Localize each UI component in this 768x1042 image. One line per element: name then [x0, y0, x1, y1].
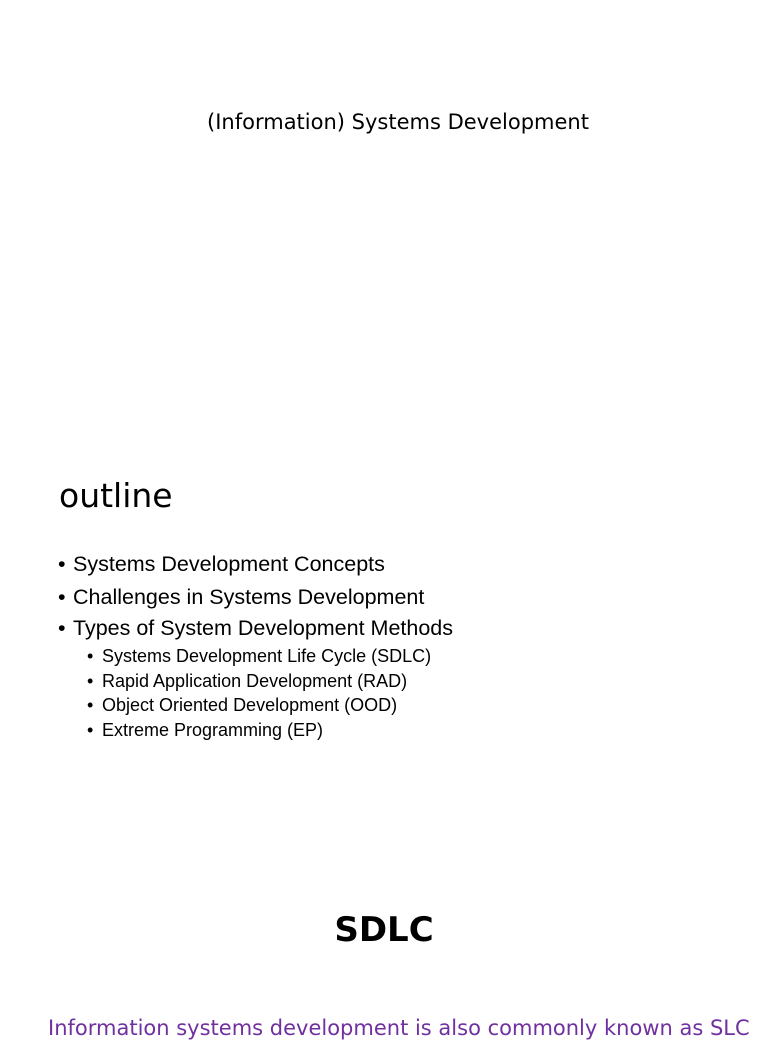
bullet-icon: •	[58, 584, 66, 609]
bullet-icon: •	[87, 646, 94, 666]
partial-body-text: Information systems development is also commonly known as SLC	[48, 1016, 750, 1040]
list-item-text: Challenges in Systems Development	[73, 584, 425, 609]
slide-title: (Information) Systems Development	[207, 110, 589, 134]
bullet-icon: •	[58, 616, 66, 640]
sdlc-heading: SDLC	[334, 910, 434, 950]
bullet-icon: •	[58, 552, 66, 576]
bullet-icon: •	[87, 695, 94, 716]
list-item	[58, 613, 453, 743]
sub-list-item	[87, 718, 453, 743]
sub-list-item	[87, 693, 453, 718]
list-item	[58, 581, 453, 614]
bullet-icon: •	[87, 670, 94, 691]
sub-list-item-text: Object Oriented Development (OOD)	[102, 695, 398, 716]
sub-list-item	[87, 669, 453, 694]
sub-list-item-text: Extreme Programming (EP)	[102, 720, 324, 741]
outline-heading: outline	[59, 476, 173, 515]
sub-list-item-text: Systems Development Life Cycle (SDLC)	[102, 646, 432, 666]
list-item-text: Types of System Development Methods	[73, 616, 454, 640]
list-item-text: Systems Development Concepts	[73, 552, 385, 576]
sub-list-item	[87, 644, 453, 669]
sub-list	[58, 644, 453, 743]
outline-list	[58, 548, 453, 743]
bullet-icon: •	[87, 720, 94, 741]
sub-list-item-text: Rapid Application Development (RAD)	[102, 670, 408, 691]
list-item	[58, 548, 453, 581]
